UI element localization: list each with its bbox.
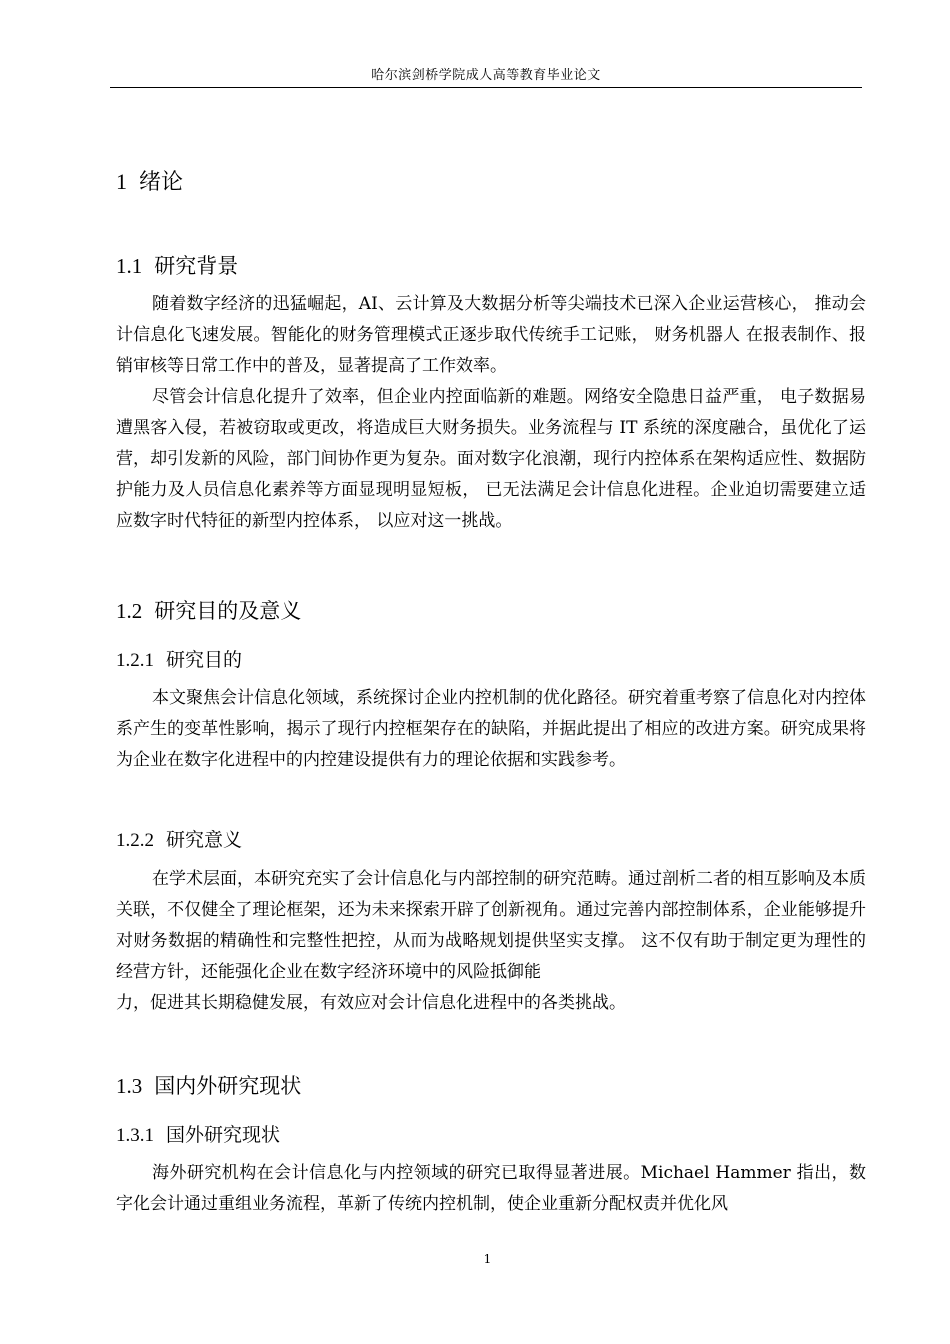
paragraph: 本文聚焦会计信息化领域，系统探讨企业内控机制的优化路径。研究着重考察了信息化对内控体系产生的变革性影响，揭示了现行内控框架存在的缺陷，并据此提出了相应的改进方案。研究成果将为企业在数字化进程中的内控建设提供有力的理论依据和实践参考。 <box>116 688 866 770</box>
running-header: 哈尔滨剑桥学院成人高等教育毕业论文 <box>371 68 601 83</box>
subsection-number: 1.3.1 <box>116 1125 154 1146</box>
purpose-body <box>116 683 866 776</box>
chapter-title: 绪论 <box>139 170 184 195</box>
foreign-status-body <box>116 1158 866 1220</box>
paragraph: 海外研究机构在会计信息化与内控领域的研究已取得显著进展。Michael Hammer 指出，数字化会计通过重组业务流程，革新了传统内控机制，使企业重新分配权责并优化风 <box>116 1163 866 1214</box>
subsection-heading-significance <box>116 825 242 852</box>
section-title: 国内外研究现状 <box>154 1074 302 1098</box>
subsection-number: 1.2.2 <box>116 830 154 851</box>
significance-body <box>116 864 866 1019</box>
section-number: 1.3 <box>116 1074 143 1098</box>
section-number: 1.1 <box>116 254 143 278</box>
subsection-number: 1.2.1 <box>116 650 154 671</box>
page-number: 1 <box>483 1252 492 1266</box>
subsection-title: 国外研究现状 <box>166 1124 281 1146</box>
subsection-heading-foreign <box>116 1120 280 1147</box>
subsection-heading-purpose <box>116 645 242 672</box>
paragraph: 随着数字经济的迅猛崛起，AI、云计算及大数据分析等尖端技术已深入企业运营核心， 推动会计信息化飞速发展。智能化的财务管理模式正逐步取代传统手工记账， 财务机器人 在报表制作、报销审核等日常工作中的普及，显著提高了工作效率。 <box>116 294 866 376</box>
section-heading-background <box>116 250 238 280</box>
header-rule <box>110 87 862 88</box>
section-title: 研究背景 <box>154 254 239 278</box>
paragraph: 在学术层面，本研究充实了会计信息化与内部控制的研究范畴。通过剖析二者的相互影响及本质关联，不仅健全了理论框架，还为未来探索开辟了创新视角。通过完善内部控制体系，企业能够提升对财务数据的精确性和完整性把控，从而为战略规划提供坚实支撑。 这不仅有助于制定更为理性的经营方针，还能强化企业在数字经济环境中的风险抵御能 <box>116 869 866 982</box>
background-body <box>116 289 866 537</box>
subsection-title: 研究目的 <box>166 649 243 671</box>
chapter-heading <box>116 165 183 196</box>
subsection-title: 研究意义 <box>166 829 243 851</box>
section-number: 1.2 <box>116 599 143 623</box>
section-heading-purpose <box>116 595 301 625</box>
section-title: 研究目的及意义 <box>154 599 302 623</box>
paragraph: 尽管会计信息化提升了效率，但企业内控面临新的难题。网络安全隐患日益严重， 电子数据易遭黑客入侵，若被窃取或更改，将造成巨大财务损失。业务流程与 IT 系统的深度融合，虽优化了运营，却引发新的风险，部门间协作更为复杂。面对数字化浪潮，现行内控体系在架构适应性、数据防护能力及人员信息化素养等方面显现明显短板， 已无法满足会计信息化进程。企业迫切需要建立适应数字时代特征的新型内控体系， 以应对这一挑战。 <box>116 387 866 531</box>
chapter-number: 1 <box>116 169 127 194</box>
paragraph-continuation: 力，促进其长期稳健发展，有效应对会计信息化进程中的各类挑战。 <box>116 993 626 1013</box>
section-heading-status <box>116 1070 301 1100</box>
